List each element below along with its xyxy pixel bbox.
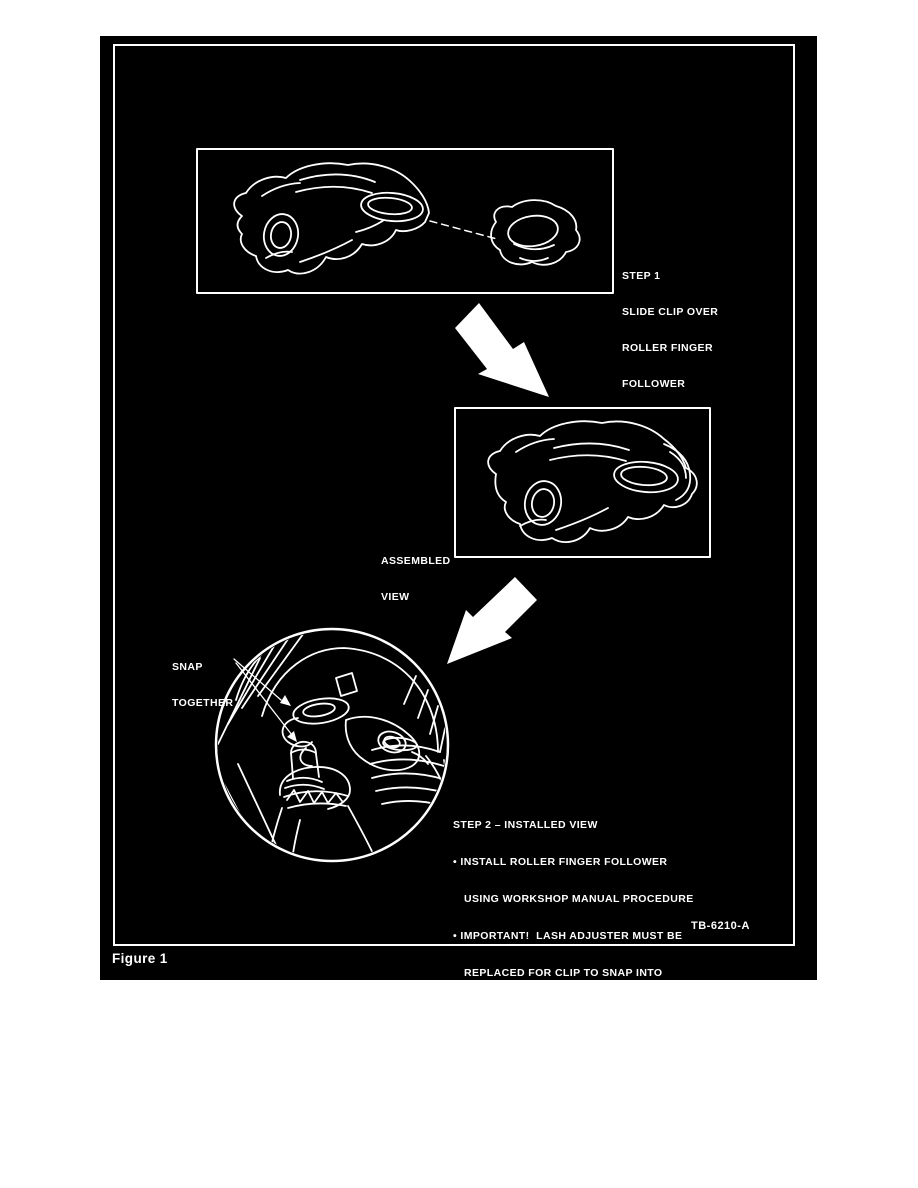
installed-view-detail <box>216 622 454 862</box>
assembled-view-label <box>381 531 451 627</box>
step2-label-line: • INSTALL ROLLER FINGER FOLLOWER <box>453 856 668 868</box>
roller-finger-follower-drawing <box>234 163 429 273</box>
snap-together-label <box>172 637 233 733</box>
figure-caption: Figure 1 <box>112 951 168 966</box>
assembled-panel <box>455 408 710 557</box>
snap-pointer-arrowhead-1 <box>280 695 291 706</box>
detail-circle <box>216 629 448 861</box>
down-right-arrow <box>455 303 549 397</box>
snap-together-label-line: SNAP <box>172 661 203 673</box>
step2-label <box>453 795 694 1004</box>
step2-label-line: REPLACED FOR CLIP TO SNAP INTO <box>464 967 663 979</box>
assembled-follower-drawing <box>488 421 697 542</box>
step1-panel <box>197 149 613 293</box>
step2-label-line: USING WORKSHOP MANUAL PROCEDURE <box>464 893 694 905</box>
clip-drawing <box>491 200 580 265</box>
step1-label-line: SLIDE CLIP OVER <box>622 306 719 318</box>
assembled-panel-box <box>455 408 710 557</box>
down-left-arrow <box>447 577 537 664</box>
assembled-view-label-line: VIEW <box>381 591 410 603</box>
assembled-view-label-line: ASSEMBLED <box>381 555 451 567</box>
snap-together-label-line: TOGETHER <box>172 697 234 709</box>
step2-label-line: STEP 2 – INSTALLED VIEW <box>453 819 598 831</box>
step1-label <box>622 246 718 414</box>
reference-code: TB-6210-A <box>691 920 750 932</box>
step1-label-line: STEP 1 <box>622 270 661 282</box>
exploded-guide-line <box>430 221 497 239</box>
snap-pointer-arrowhead-2 <box>287 731 297 742</box>
step1-label-line: ROLLER FINGER <box>622 342 713 354</box>
step1-label-line: FOLLOWER <box>622 378 686 390</box>
step2-label-line: • IMPORTANT! LASH ADJUSTER MUST BE <box>453 930 683 942</box>
